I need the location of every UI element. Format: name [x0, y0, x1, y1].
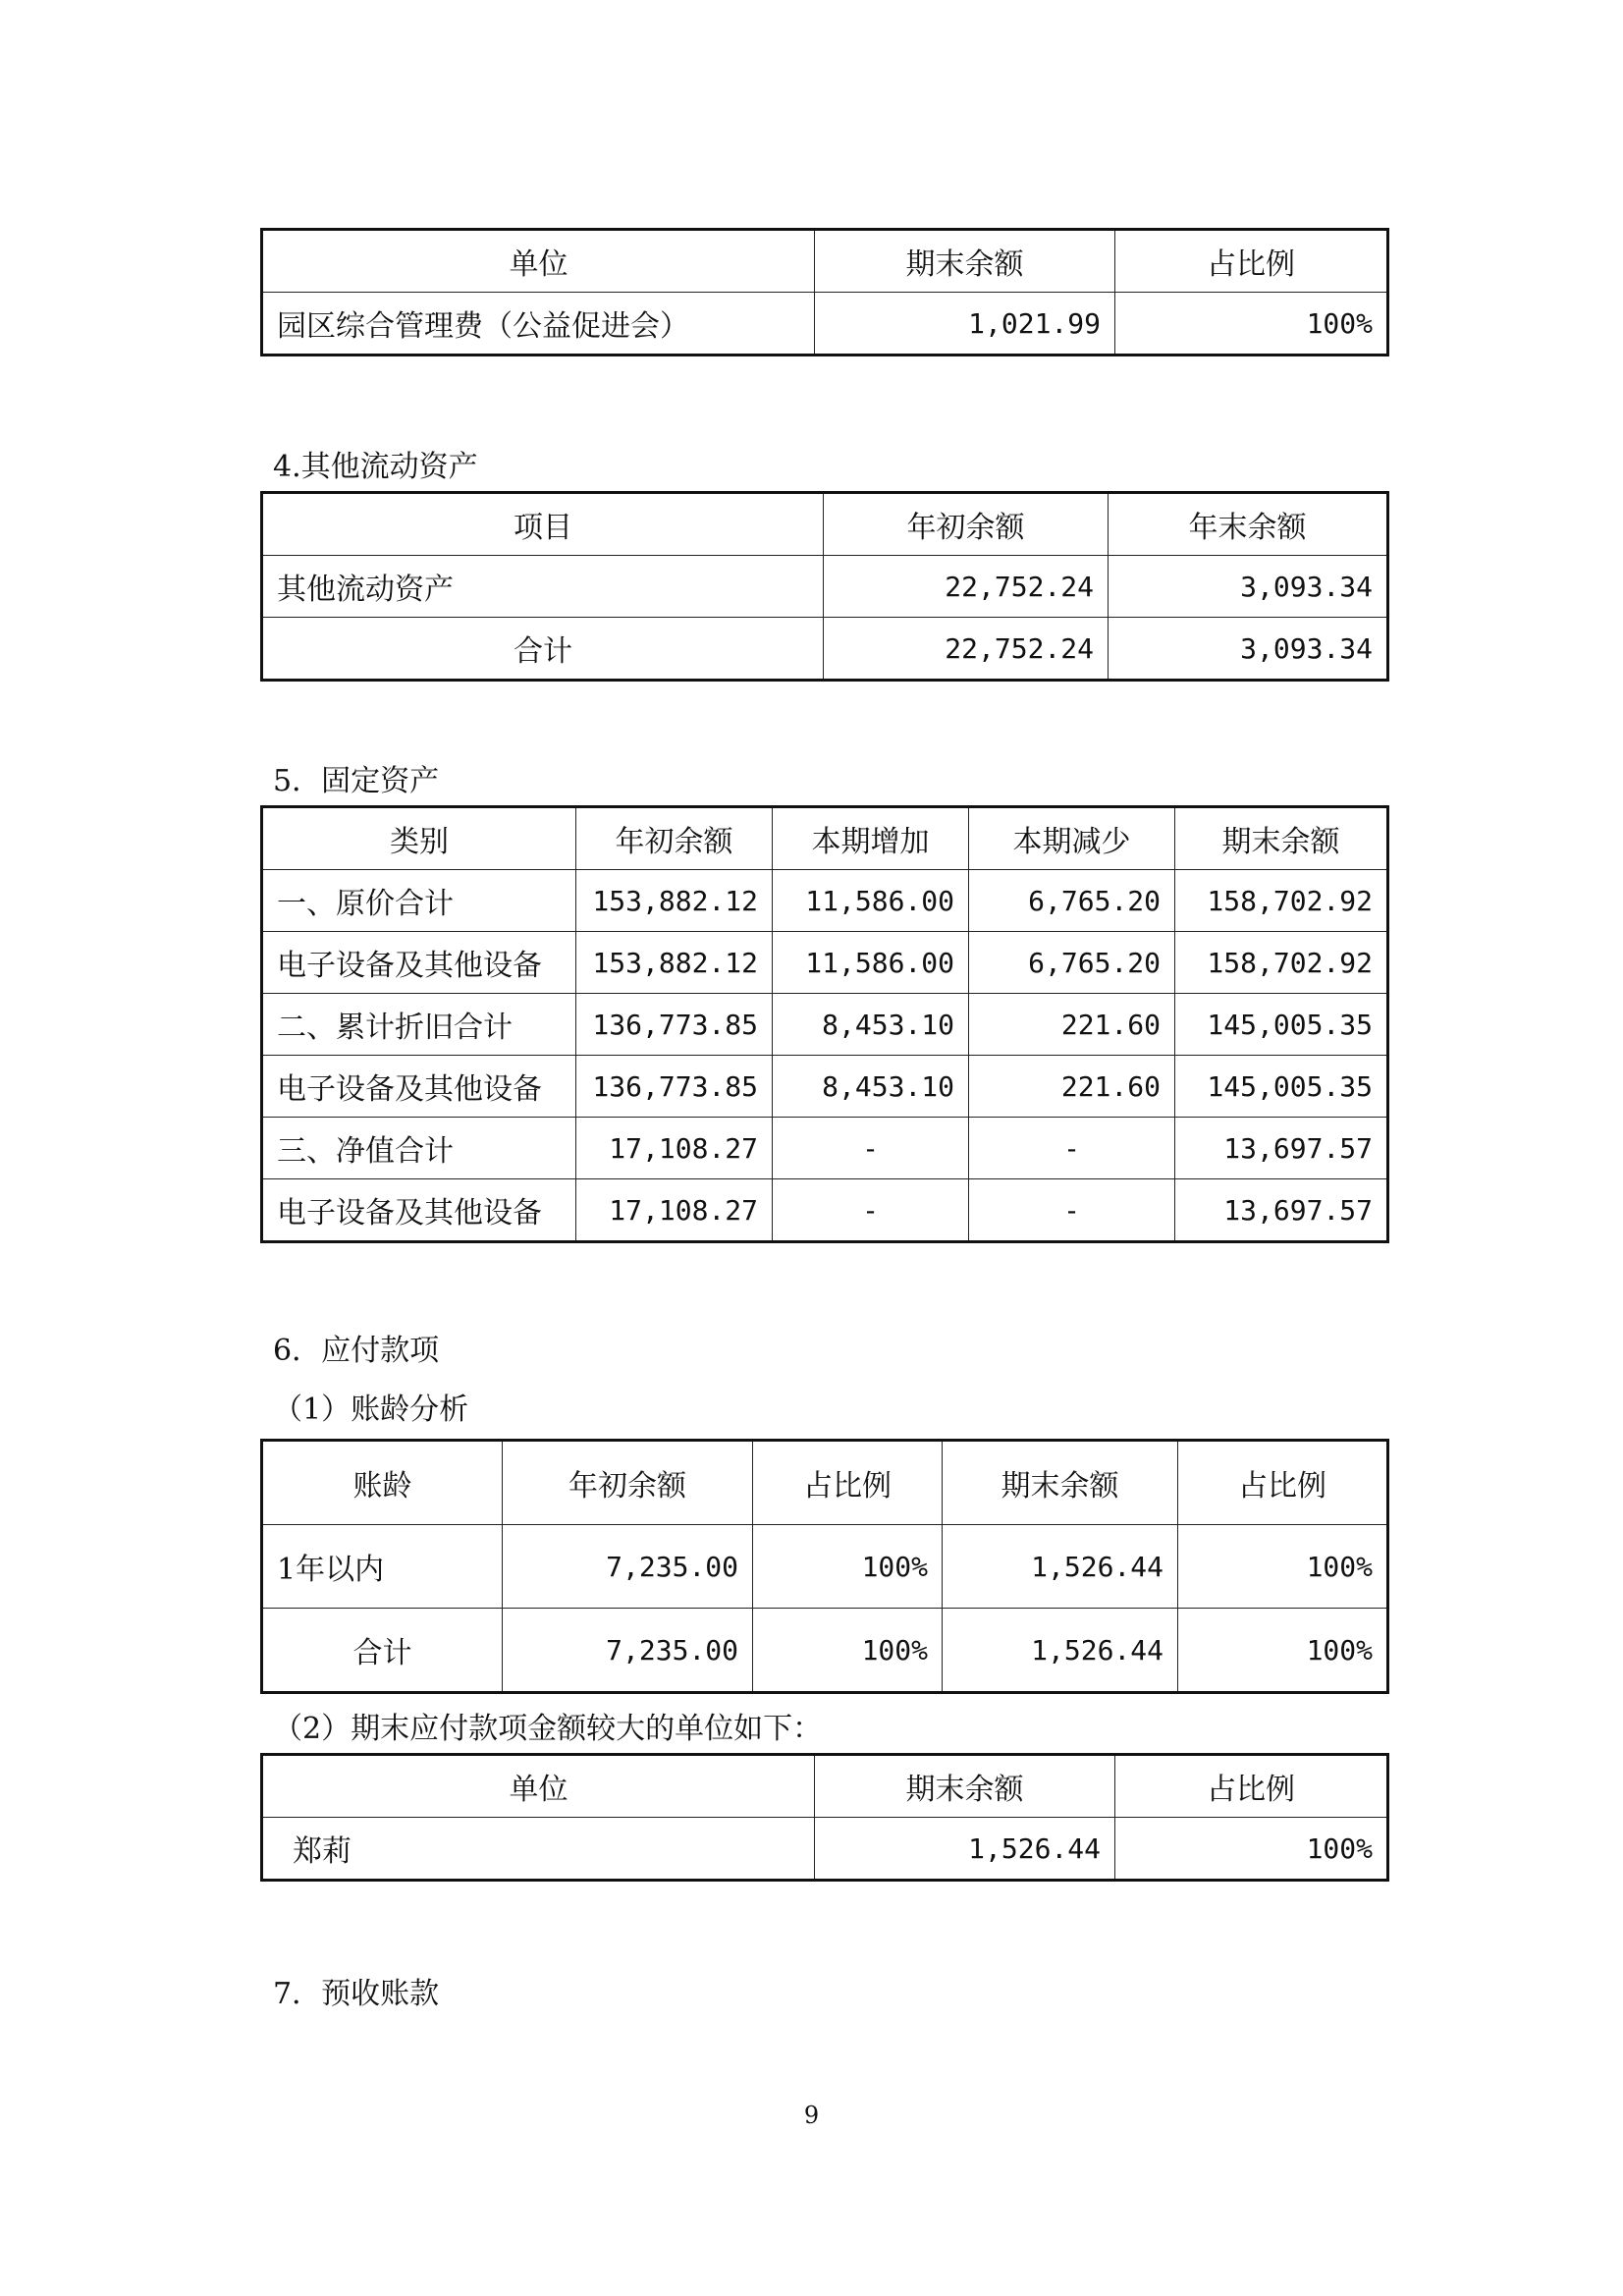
- header-cell: 年初余额: [503, 1441, 753, 1525]
- header-cell: 年初余额: [824, 493, 1109, 556]
- subsection-heading: （2）期末应付款项金额较大的单位如下：: [273, 1712, 823, 1746]
- table-row: [262, 618, 1388, 681]
- table-row: [262, 1118, 1388, 1179]
- section-heading: 4.其他流动资产: [273, 450, 478, 484]
- header-cell: 年初余额: [576, 807, 773, 870]
- cell-value: 11,586.00: [773, 932, 969, 994]
- cell-value: 145,005.35: [1175, 994, 1388, 1056]
- section-heading: 7．预收账款: [273, 1977, 440, 2011]
- cell-category: 电子设备及其他设备: [262, 1056, 576, 1118]
- cell-value: 3,093.34: [1109, 618, 1388, 681]
- cell-value: 6,765.20: [969, 870, 1175, 932]
- cell-value: 153,882.12: [576, 870, 773, 932]
- cell-value: 1,526.44: [943, 1525, 1178, 1609]
- cell-value: -: [773, 1118, 969, 1179]
- header-cell: 占比例: [1115, 1755, 1388, 1818]
- cell-value: 136,773.85: [576, 994, 773, 1056]
- cell-unit: 园区综合管理费（公益促进会）: [262, 293, 815, 355]
- header-cell: 期末余额: [1175, 807, 1388, 870]
- table-header-row: [262, 493, 1388, 556]
- cell-value: 136,773.85: [576, 1056, 773, 1118]
- header-cell: 期末余额: [943, 1441, 1178, 1525]
- table-row: [262, 556, 1388, 618]
- table-header-row: [262, 1755, 1388, 1818]
- cell-value: 100%: [1115, 1818, 1388, 1881]
- table-header-row: [262, 230, 1388, 293]
- cell-value: 11,586.00: [773, 870, 969, 932]
- cell-value: 100%: [1178, 1525, 1388, 1609]
- header-cell: 期末余额: [815, 230, 1115, 293]
- table-unit-balance: [260, 228, 1389, 356]
- cell-value: 100%: [753, 1525, 943, 1609]
- cell-item: 合计: [262, 618, 824, 681]
- cell-value: 221.60: [969, 994, 1175, 1056]
- header-cell: 占比例: [753, 1441, 943, 1525]
- cell-value: 22,752.24: [824, 618, 1109, 681]
- cell-value: 100%: [1178, 1609, 1388, 1693]
- table-row: [262, 293, 1388, 355]
- cell-unit: 郑莉: [262, 1818, 815, 1881]
- cell-value: 3,093.34: [1109, 556, 1388, 618]
- subsection-heading: （1）账龄分析: [273, 1393, 469, 1427]
- cell-value: 7,235.00: [503, 1609, 753, 1693]
- header-cell: 占比例: [1115, 230, 1388, 293]
- cell-value: 7,235.00: [503, 1525, 753, 1609]
- table-payable-units: [260, 1753, 1389, 1882]
- cell-value: 221.60: [969, 1056, 1175, 1118]
- cell-value: 153,882.12: [576, 932, 773, 994]
- table-header-row: [262, 1441, 1388, 1525]
- table-aging-analysis: [260, 1439, 1389, 1694]
- cell-item: 其他流动资产: [262, 556, 824, 618]
- cell-value: 158,702.92: [1175, 870, 1388, 932]
- cell-value: 13,697.57: [1175, 1118, 1388, 1179]
- cell-value: 1,526.44: [943, 1609, 1178, 1693]
- cell-value: 8,453.10: [773, 994, 969, 1056]
- table-row: [262, 1609, 1388, 1693]
- cell-value: 8,453.10: [773, 1056, 969, 1118]
- header-cell: 年末余额: [1109, 493, 1388, 556]
- cell-aging: 1年以内: [262, 1525, 503, 1609]
- cell-value: -: [969, 1179, 1175, 1242]
- table-row: [262, 1525, 1388, 1609]
- section-heading: 5．固定资产: [273, 764, 440, 798]
- cell-value: 1,021.99: [815, 293, 1115, 355]
- table-row: [262, 994, 1388, 1056]
- cell-value: -: [969, 1118, 1175, 1179]
- header-cell: 期末余额: [815, 1755, 1115, 1818]
- cell-category: 三、净值合计: [262, 1118, 576, 1179]
- header-cell: 占比例: [1178, 1441, 1388, 1525]
- table-header-row: [262, 807, 1388, 870]
- cell-value: 158,702.92: [1175, 932, 1388, 994]
- page-number: 9: [803, 2102, 820, 2129]
- cell-category: 电子设备及其他设备: [262, 1179, 576, 1242]
- cell-value: 100%: [753, 1609, 943, 1693]
- table-row: [262, 1818, 1388, 1881]
- header-cell: 单位: [262, 230, 815, 293]
- table-fixed-assets: [260, 805, 1389, 1243]
- cell-value: 145,005.35: [1175, 1056, 1388, 1118]
- header-cell: 账龄: [262, 1441, 503, 1525]
- cell-category: 电子设备及其他设备: [262, 932, 576, 994]
- cell-value: 6,765.20: [969, 932, 1175, 994]
- cell-category: 一、原价合计: [262, 870, 576, 932]
- table-row: [262, 1056, 1388, 1118]
- cell-value: 22,752.24: [824, 556, 1109, 618]
- cell-aging: 合计: [262, 1609, 503, 1693]
- header-cell: 单位: [262, 1755, 815, 1818]
- section-heading: 6．应付款项: [273, 1334, 440, 1368]
- table-row: [262, 1179, 1388, 1242]
- cell-value: 1,526.44: [815, 1818, 1115, 1881]
- cell-value: -: [773, 1179, 969, 1242]
- cell-value: 17,108.27: [576, 1179, 773, 1242]
- header-cell: 本期增加: [773, 807, 969, 870]
- header-cell: 类别: [262, 807, 576, 870]
- table-row: [262, 932, 1388, 994]
- cell-value: 17,108.27: [576, 1118, 773, 1179]
- header-cell: 项目: [262, 493, 824, 556]
- cell-value: 13,697.57: [1175, 1179, 1388, 1242]
- header-cell: 本期减少: [969, 807, 1175, 870]
- cell-category: 二、累计折旧合计: [262, 994, 576, 1056]
- table-other-current-assets: [260, 491, 1389, 682]
- table-row: [262, 870, 1388, 932]
- cell-value: 100%: [1115, 293, 1388, 355]
